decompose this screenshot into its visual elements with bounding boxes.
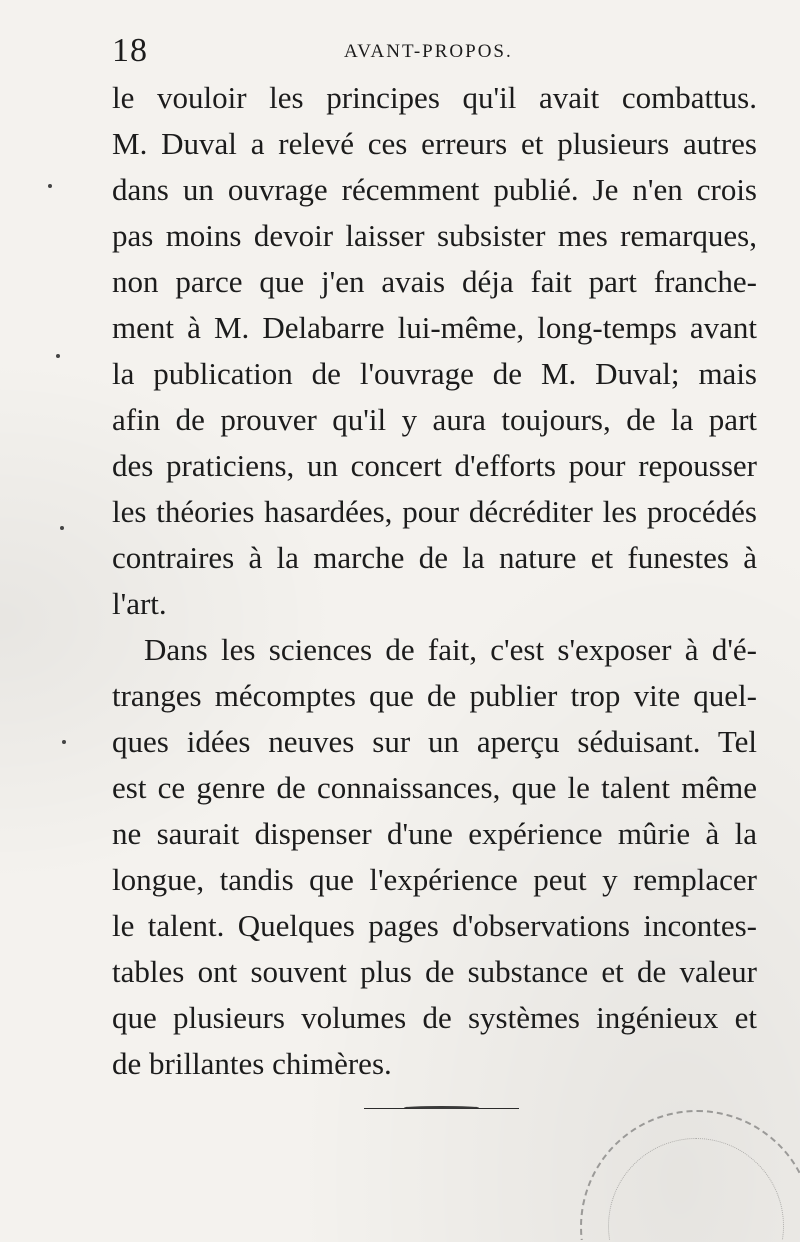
page-number: 18 [112, 32, 148, 69]
text-line: de brillantes chimères. [112, 1046, 392, 1081]
text-line: ne saurait dispenser d'une expérience mûrie à la [112, 816, 757, 851]
library-stamp [560, 1090, 800, 1240]
margin-speck [60, 526, 64, 530]
text-line: dans un ouvrage récemment publié. Je n'en crois [112, 172, 757, 207]
margin-speck [48, 184, 52, 188]
margin-speck [56, 354, 60, 358]
page-header [112, 32, 757, 72]
end-ornament-rule [364, 1108, 519, 1109]
margin-speck [62, 740, 66, 744]
text-line: pas moins devoir laisser subsister mes remarques, [112, 218, 757, 253]
text-line: ment à M. Delabarre lui-même, long-temps avant [112, 310, 757, 345]
text-line: tranges mécomptes que de publier trop vite quel- [112, 678, 757, 713]
text-line: longue, tandis que l'expérience peut y remplacer [112, 862, 757, 897]
text-line: Dans les sciences de fait, c'est s'exposer à d'é- [144, 632, 757, 667]
text-line: est ce genre de connaissances, que le talent même [112, 770, 757, 805]
text-line: M. Duval a relevé ces erreurs et plusieurs autres [112, 126, 757, 161]
text-line: la publication de l'ouvrage de M. Duval; mais [112, 356, 757, 391]
text-line: que plusieurs volumes de systèmes ingénieux et [112, 1000, 757, 1035]
text-line: ques idées neuves sur un aperçu séduisant. Tel [112, 724, 757, 759]
text-line: contraires à la marche de la nature et funestes à [112, 540, 757, 575]
text-line: les théories hasardées, pour décréditer les procédés [112, 494, 757, 529]
text-line: non parce que j'en avais déja fait part franche- [112, 264, 757, 299]
text-line: le talent. Quelques pages d'observations incontes- [112, 908, 757, 943]
text-line: l'art. [112, 586, 167, 621]
text-line: le vouloir les principes qu'il avait combattus. [112, 80, 757, 115]
text-line: tables ont souvent plus de substance et de valeur [112, 954, 757, 989]
text-line: des praticiens, un concert d'efforts pour repousser [112, 448, 757, 483]
body-text [112, 75, 757, 1087]
running-head: AVANT-PROPOS. [344, 41, 513, 62]
text-line: afin de prouver qu'il y aura toujours, de la part [112, 402, 757, 437]
